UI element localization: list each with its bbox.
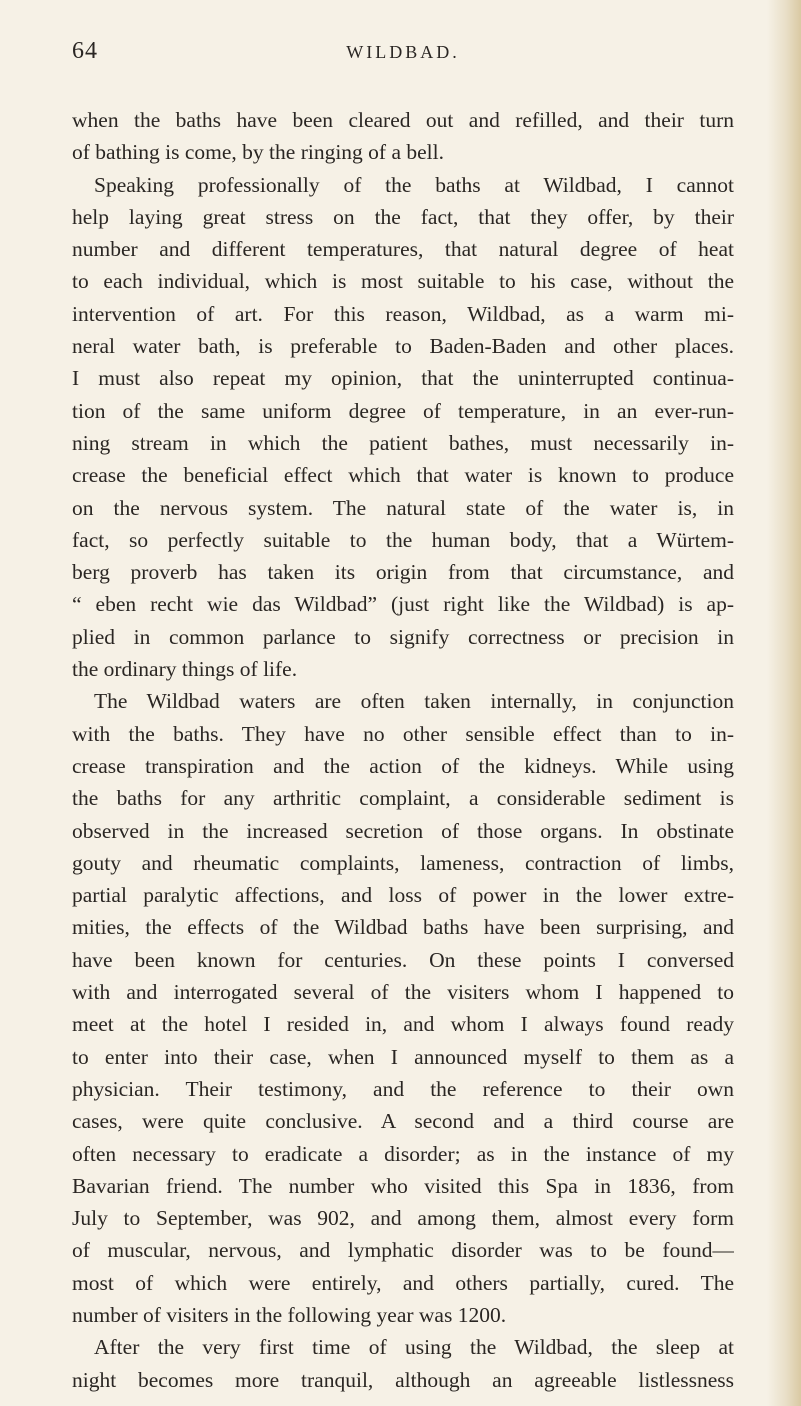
page-edge-shading [767, 0, 801, 1406]
text-line: July to September, was 902, and among them, almost every form [72, 1206, 734, 1231]
text-line: to each individual, which is most suitable to his case, without the [72, 269, 734, 294]
text-line: meet at the hotel I resided in, and whom I always found ready [72, 1012, 734, 1037]
text-line: with the baths. They have no other sensible effect than to in- [72, 721, 734, 746]
text-line: when the baths have been cleared out and refilled, and their turn [72, 108, 734, 132]
text-line: most of which were entirely, and others partially, cured. The [72, 1270, 734, 1295]
text-line: crease the beneficial effect which that water is known to produce [72, 463, 734, 488]
text-line: plied in common parlance to signify correctness or precision in [72, 624, 734, 649]
text-line: night becomes more tranquil, although an agreeable listlessness [72, 1367, 734, 1392]
text-line: on the nervous system. The natural state of the water is, in [72, 495, 734, 520]
text-line: partial paralytic affections, and loss of power in the lower extre- [72, 883, 734, 908]
text-line: often necessary to eradicate a disorder; as in the instance of my [72, 1141, 734, 1166]
text-line: crease transpiration and the action of the kidneys. While using [72, 753, 734, 778]
text-line: of bathing is come, by the ringing of a bell. [72, 140, 444, 165]
text-line: number and different temperatures, that natural degree of heat [72, 237, 734, 262]
text-line: to enter into their case, when I announced myself to them as a [72, 1044, 734, 1069]
text-line: The Wildbad waters are often taken internally, in conjunction [94, 689, 734, 714]
page-header [72, 38, 734, 78]
text-line: observed in the increased secretion of those organs. In obstinate [72, 818, 734, 843]
text-line: After the very first time of using the Wildbad, the sleep at [94, 1335, 734, 1360]
text-line: tion of the same uniform degree of temperature, in an ever-run- [72, 398, 734, 423]
text-line: gouty and rheumatic complaints, lameness, contraction of limbs, [72, 850, 734, 875]
text-line: “ eben recht wie das Wildbad” (just right like the Wildbad) is ap- [72, 592, 734, 617]
text-line: ning stream in which the patient bathes, must necessarily in- [72, 430, 734, 455]
text-line: neral water bath, is preferable to Baden-Baden and other places. [72, 334, 734, 359]
running-title: WILDBAD. [346, 42, 460, 62]
text-line: help laying great stress on the fact, that they offer, by their [72, 204, 734, 229]
text-line: the baths for any arthritic complaint, a considerable sediment is [72, 786, 734, 811]
text-line: have been known for centuries. On these points I conversed [72, 947, 734, 972]
text-line: intervention of art. For this reason, Wildbad, as a warm mi- [72, 301, 734, 326]
page-number: 64 [72, 38, 98, 64]
text-line: berg proverb has taken its origin from that circumstance, and [72, 560, 734, 585]
text-line: I must also repeat my opinion, that the uninterrupted continua- [72, 366, 734, 391]
text-line: physician. Their testimony, and the reference to their own [72, 1076, 734, 1101]
text-line: fact, so perfectly suitable to the human body, that a Würtem- [72, 527, 734, 552]
text-line: Bavarian friend. The number who visited this Spa in 1836, from [72, 1173, 734, 1198]
text-line: with and interrogated several of the visiters whom I happened to [72, 980, 734, 1005]
text-line: of muscular, nervous, and lymphatic disorder was to be found— [72, 1238, 734, 1263]
body-text [72, 104, 734, 1396]
text-line: Speaking professionally of the baths at Wildbad, I cannot [94, 172, 734, 197]
text-line: cases, were quite conclusive. A second and a third course are [72, 1109, 734, 1134]
text-line: number of visiters in the following year was 1200. [72, 1302, 507, 1327]
text-line: the ordinary things of life. [72, 657, 298, 682]
text-line: mities, the effects of the Wildbad baths have been surprising, and [72, 915, 734, 940]
